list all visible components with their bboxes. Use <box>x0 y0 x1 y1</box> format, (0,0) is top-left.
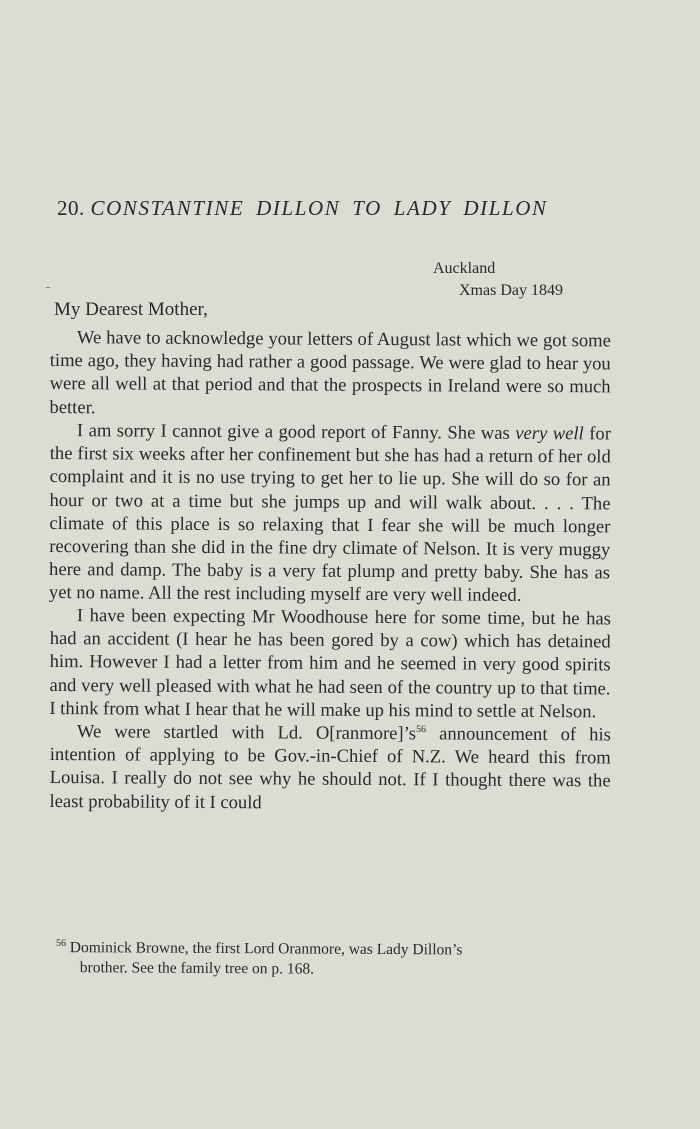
letter-date: Xmas Day 1849 <box>459 282 563 299</box>
letter-heading <box>57 196 617 221</box>
salutation: My Dearest Mother, <box>54 299 208 320</box>
footnote-reference: 56 <box>416 724 427 736</box>
paragraph-2-part-1: I am sorry I cannot give a good report of Fanny. She was <box>76 419 516 444</box>
paragraph-2-part-2: for the first six weeks after her confinement but she has had a return of her old complaint and it is no use trying to get her to lie up. She will do so for an hour or two at a time but she jumps up and will walk about. . . . The climate of this place is so relaxing that I fear she will be much longer recovering than she did in the fine dry climate of Nelson. It is very muggy here and damp. The baby is a very fat plump and pretty baby. She has as yet no name. All the rest including myself are very well indeed. <box>48 423 611 607</box>
letter-body <box>50 326 611 813</box>
letter-title: CONSTANTINE DILLON TO LADY DILLON <box>90 196 548 220</box>
emphasis-very-well: very well <box>515 422 584 445</box>
paragraph-4-part-1: We were startled with Ld. O[ranmore]’s <box>76 721 417 745</box>
footnote <box>56 938 602 981</box>
letter-number: 20. <box>57 196 85 220</box>
paragraph-1: We have to acknowledge your letters of August last which we got some time ago, they having had rather a good passage. We were glad to hear you were all well at that period and that the prospects in Ireland were so much better. <box>49 327 611 418</box>
footnote-text-1: Dominick Browne, the first Lord Oranmore, was Lady Dillon’s <box>69 939 463 959</box>
paragraph-4-part-2: announcement of his intention of applying to be Gov.-in-Chief of N.Z. We heard this from Louisa. I really do not see why he should not. If I thought there was the least probability of it I could <box>49 723 611 814</box>
margin-mark <box>46 287 50 288</box>
letter-place: Auckland <box>433 260 496 277</box>
paragraph-4 <box>49 720 611 816</box>
paragraph-2 <box>49 419 611 608</box>
footnote-number: 56 <box>55 937 67 949</box>
footnote-line-2: brother. See the family tree on p. 168. <box>79 959 315 978</box>
paragraph-3: I have been expecting Mr Woodhouse here for some time, but he has had an accident (I hear he has been gored by a cow) which has detained him. However I had a letter from him and he seemed in very good spirits and very well pleased with what he had seen of the country up to that time. I think from what I hear that he will make up his mind to settle at Nelson. <box>49 605 611 723</box>
